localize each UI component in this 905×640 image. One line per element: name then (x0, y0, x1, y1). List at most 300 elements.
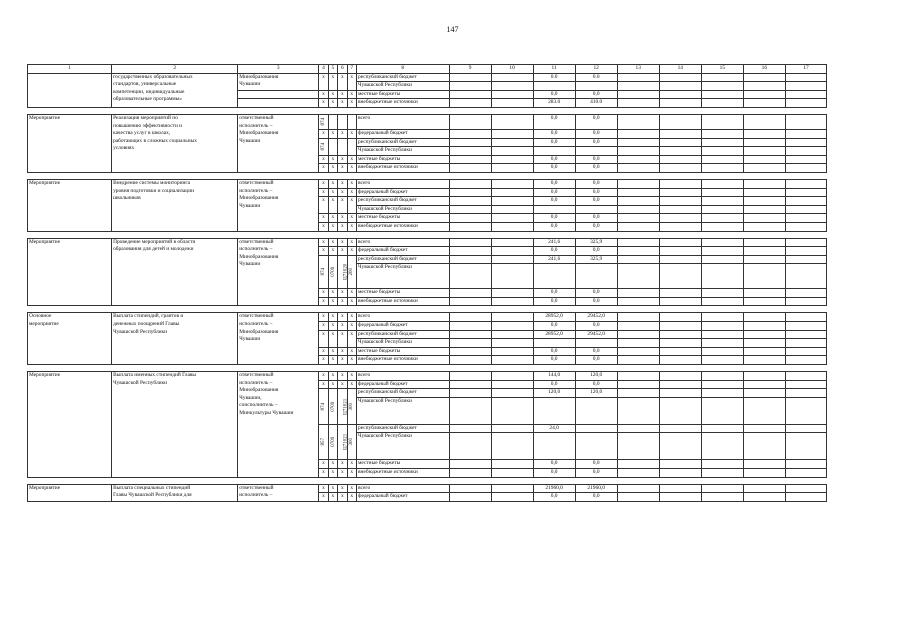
table-cell (449, 297, 491, 306)
table-cell (743, 433, 785, 460)
table-cell (449, 82, 491, 91)
table-cell: федеральный бюджет (357, 322, 450, 331)
table-row (28, 313, 827, 322)
row-executor: ответственный исполнитель – Минобразования Чувашии (238, 313, 319, 365)
na-mark: x (338, 372, 347, 381)
table-cell (743, 114, 785, 129)
table-cell: федеральный бюджет (357, 247, 450, 256)
amount-cell: 325,9 (575, 255, 617, 264)
table-cell (617, 164, 659, 173)
amount-cell: 325,9 (575, 238, 617, 247)
table-cell (659, 347, 701, 356)
table-cell (785, 424, 826, 433)
table-cell (743, 297, 785, 306)
table-cell (785, 460, 826, 469)
page-number: 147 (446, 25, 459, 34)
amount-cell: 0,0 (575, 297, 617, 306)
table-cell (659, 380, 701, 389)
row-executor: ответственный исполнитель – Минобразования Чувашии (238, 179, 319, 231)
na-mark: x (347, 330, 356, 347)
budget-code: 300 (347, 389, 356, 425)
amount-cell: 0,0 (533, 356, 575, 365)
table-cell (491, 179, 533, 188)
table-cell: федеральный бюджет (357, 493, 450, 502)
table-cell (659, 255, 701, 264)
na-mark: x (338, 90, 347, 99)
col-header: 11 (533, 65, 575, 74)
table-cell (701, 322, 743, 331)
na-mark: x (328, 188, 337, 197)
table-cell (701, 82, 743, 91)
amount-cell: 0,0 (533, 289, 575, 298)
table-cell: Чувашской Республики (357, 205, 450, 214)
na-mark: x (338, 330, 347, 347)
table-cell (449, 313, 491, 322)
table-cell: внебюджетные источники (357, 356, 450, 365)
table-cell (328, 138, 337, 155)
table-cell: республиканский бюджет (357, 424, 450, 433)
table-cell (449, 339, 491, 348)
table-cell (575, 82, 617, 91)
table-cell (617, 82, 659, 91)
table-cell (743, 322, 785, 331)
na-mark: x (347, 164, 356, 173)
table-cell (785, 222, 826, 231)
table-cell (701, 99, 743, 108)
na-mark: x (319, 460, 328, 469)
col-header: 13 (617, 65, 659, 74)
na-mark: x (338, 380, 347, 389)
amount-cell: 0,0 (575, 222, 617, 231)
table-cell (617, 330, 659, 339)
na-mark: x (338, 155, 347, 164)
table-row (28, 114, 827, 129)
table-cell (743, 339, 785, 348)
table-cell (785, 164, 826, 173)
col-header: 12 (575, 65, 617, 74)
na-mark: x (338, 214, 347, 223)
na-mark: x (328, 330, 337, 347)
row-title: Проведение мероприятий в области образования для детей и молодежи (112, 238, 238, 306)
table-cell (575, 424, 617, 433)
table-cell (491, 255, 533, 264)
table-cell (659, 397, 701, 424)
na-mark: x (328, 289, 337, 298)
table-cell (491, 147, 533, 156)
row-title: Выплата стипендий, грантов и денежных поощрений Главы Чувашской Республики (112, 313, 238, 365)
table-cell (743, 155, 785, 164)
table-cell (701, 214, 743, 223)
table-cell (617, 322, 659, 331)
amount-cell: 24,0 (533, 424, 575, 433)
table-cell: Чувашской Республики (357, 339, 450, 348)
na-mark: x (338, 164, 347, 173)
amount-cell: 144,0 (533, 372, 575, 381)
na-mark: x (319, 214, 328, 223)
table-cell (785, 155, 826, 164)
table-cell (533, 433, 575, 460)
na-mark: x (338, 179, 347, 188)
na-mark: x (319, 179, 328, 188)
na-mark: x (319, 493, 328, 502)
table-cell (347, 114, 356, 129)
table-cell (743, 214, 785, 223)
row-executor: Минобразования Чувашии (238, 73, 319, 90)
na-mark: x (328, 380, 337, 389)
col-header: 15 (701, 65, 743, 74)
row-title: Внедрение системы мониторинга уровня подготовки и социализации школьников (112, 179, 238, 231)
na-mark: x (338, 73, 347, 90)
table-row (28, 73, 827, 82)
table-cell (659, 73, 701, 82)
table-cell (449, 356, 491, 365)
amount-cell: 29452,0 (575, 313, 617, 322)
na-mark: x (347, 188, 356, 197)
table-cell (701, 129, 743, 138)
budget-code: 200 (347, 255, 356, 289)
table-cell (743, 99, 785, 108)
table-cell (659, 330, 701, 339)
table-cell (659, 372, 701, 381)
table-cell (785, 322, 826, 331)
table-cell (28, 231, 827, 238)
na-mark: x (328, 164, 337, 173)
na-mark: x (347, 197, 356, 214)
table-cell (449, 380, 491, 389)
amount-cell: 0,0 (533, 90, 575, 99)
table-cell (449, 433, 491, 460)
amount-cell: 0,0 (575, 460, 617, 469)
amount-cell: 0,0 (575, 214, 617, 223)
na-mark: x (347, 469, 356, 478)
table-cell: внебюджетные источники (357, 469, 450, 478)
table-cell (449, 205, 491, 214)
table-cell (491, 188, 533, 197)
na-mark: x (328, 460, 337, 469)
table-cell (491, 469, 533, 478)
table-cell (491, 460, 533, 469)
na-mark: x (328, 322, 337, 331)
table-cell (701, 114, 743, 129)
col-header: 7 (347, 65, 356, 74)
table-cell (491, 264, 533, 289)
na-mark: x (347, 347, 356, 356)
row-separator (28, 365, 827, 372)
na-mark: x (347, 460, 356, 469)
amount-cell: 120,0 (533, 389, 575, 398)
row-separator (28, 477, 827, 484)
table-cell (659, 484, 701, 493)
amount-cell: 0,0 (575, 129, 617, 138)
na-mark: x (319, 380, 328, 389)
table-cell: внебюджетные источники (357, 222, 450, 231)
amount-cell: 21960,0 (533, 484, 575, 493)
table-cell (617, 90, 659, 99)
table-cell (701, 90, 743, 99)
table-cell: Чувашской Республики (357, 82, 450, 91)
table-cell: местные бюджеты (357, 289, 450, 298)
table-cell (701, 389, 743, 398)
na-mark: x (319, 99, 328, 108)
table-cell: республиканский бюджет (357, 255, 450, 264)
table-cell (785, 433, 826, 460)
amount-cell: 0,0 (575, 188, 617, 197)
na-mark: x (338, 238, 347, 247)
table-cell (659, 433, 701, 460)
table-cell (785, 90, 826, 99)
table-cell (491, 129, 533, 138)
budget-code: Ц71021 (338, 389, 347, 425)
amount-cell: 0,0 (575, 322, 617, 331)
na-mark: x (328, 238, 337, 247)
table-cell (491, 397, 533, 424)
na-mark: x (319, 347, 328, 356)
na-mark: x (347, 222, 356, 231)
table-cell (617, 138, 659, 147)
row-separator (28, 107, 827, 114)
table-cell (701, 433, 743, 460)
col-header: 1 (28, 65, 112, 74)
na-mark: x (328, 469, 337, 478)
table-cell (491, 205, 533, 214)
table-cell (491, 493, 533, 502)
na-mark: x (319, 197, 328, 214)
table-cell (449, 289, 491, 298)
table-cell (785, 179, 826, 188)
table-cell (491, 339, 533, 348)
table-cell: местные бюджеты (357, 460, 450, 469)
table-cell (785, 484, 826, 493)
table-cell (491, 222, 533, 231)
table-cell (659, 247, 701, 256)
na-mark: x (319, 238, 328, 247)
row-separator (28, 231, 827, 238)
table-cell (449, 99, 491, 108)
table-cell (617, 222, 659, 231)
table-cell (743, 347, 785, 356)
table-cell (785, 372, 826, 381)
table-cell: республиканский бюджет (357, 197, 450, 206)
table-cell (785, 493, 826, 502)
na-mark: x (338, 460, 347, 469)
table-cell (449, 114, 491, 129)
table-cell (659, 313, 701, 322)
table-cell (701, 264, 743, 289)
table-cell (347, 138, 356, 155)
table-cell (743, 129, 785, 138)
table-cell (659, 297, 701, 306)
table-cell (617, 460, 659, 469)
amount-cell: 0,0 (575, 138, 617, 147)
table-cell (785, 205, 826, 214)
table-cell (449, 424, 491, 433)
row-title: Выплата специальных стипендий Главы Чувашской Республики для (112, 484, 238, 501)
table-cell (449, 138, 491, 147)
table-cell (449, 347, 491, 356)
budget-code: 874 (319, 255, 328, 289)
table-cell (449, 155, 491, 164)
na-mark: x (338, 484, 347, 493)
table-row (28, 238, 827, 247)
table-cell (617, 114, 659, 129)
na-mark: x (347, 313, 356, 322)
row-type: Основное мероприятие (28, 313, 112, 365)
table-cell (701, 155, 743, 164)
table-cell (449, 255, 491, 264)
table-cell: федеральный бюджет (357, 188, 450, 197)
table-cell (617, 179, 659, 188)
amount-cell: 283.0 (533, 99, 575, 108)
table-cell (785, 264, 826, 289)
row-type (28, 73, 112, 107)
table-cell (491, 484, 533, 493)
table-cell (449, 147, 491, 156)
na-mark: x (319, 356, 328, 365)
table-cell (701, 484, 743, 493)
amount-cell: 0.0 (575, 73, 617, 82)
table-cell (449, 484, 491, 493)
table-cell (575, 205, 617, 214)
table-cell (659, 389, 701, 398)
table-cell (701, 330, 743, 339)
table-cell (449, 322, 491, 331)
col-header: 5 (328, 65, 337, 74)
table-cell (449, 164, 491, 173)
amount-cell: 120,0 (575, 389, 617, 398)
row-executor: ответственный исполнитель – Минобразования Чувашии (238, 238, 319, 306)
col-header: 3 (238, 65, 319, 74)
row-executor: ответственный исполнитель – (238, 484, 319, 501)
table-cell (533, 205, 575, 214)
table-cell (659, 197, 701, 206)
table-cell (491, 138, 533, 147)
na-mark: x (347, 73, 356, 90)
table-cell (659, 238, 701, 247)
table-cell (617, 289, 659, 298)
na-mark: x (347, 322, 356, 331)
na-mark: x (347, 372, 356, 381)
table-cell (743, 469, 785, 478)
table-cell (617, 484, 659, 493)
table-cell (785, 247, 826, 256)
table-cell (659, 99, 701, 108)
row-executor: ответственный исполнитель – Минобразования Чувашии, соисполнитель – Минкультуры Чувашии (238, 372, 319, 478)
table-cell (449, 372, 491, 381)
table-cell (701, 247, 743, 256)
table-cell (449, 197, 491, 206)
table-cell (491, 155, 533, 164)
table-cell (491, 389, 533, 398)
table-cell (701, 255, 743, 264)
amount-cell: 0,0 (533, 179, 575, 188)
col-header: 8 (357, 65, 450, 74)
na-mark: x (347, 289, 356, 298)
table-cell (785, 356, 826, 365)
na-mark: x (328, 372, 337, 381)
row-title: Выплата именных стипендий Главы Чувашской Республики (112, 372, 238, 478)
na-mark: x (319, 155, 328, 164)
table-cell: республиканский бюджет (357, 389, 450, 398)
table-cell (338, 138, 347, 155)
na-mark: x (319, 90, 328, 99)
table-cell (743, 484, 785, 493)
table-cell (449, 264, 491, 289)
table-cell (785, 255, 826, 264)
budget-code: 874 (319, 114, 328, 129)
na-mark: x (319, 164, 328, 173)
table-cell (701, 73, 743, 82)
row-type: Мероприятие (28, 372, 112, 478)
table-cell (743, 397, 785, 424)
table-cell (491, 90, 533, 99)
na-mark: x (338, 222, 347, 231)
table-cell (701, 297, 743, 306)
table-cell (491, 297, 533, 306)
table-cell (743, 222, 785, 231)
table-cell: федеральный бюджет (357, 380, 450, 389)
table-cell (743, 90, 785, 99)
table-cell (533, 264, 575, 289)
amount-cell: 410.0 (575, 99, 617, 108)
amount-cell: 0,0 (533, 460, 575, 469)
table-cell (617, 197, 659, 206)
table-cell (659, 188, 701, 197)
budget-code: 0709 (328, 255, 337, 289)
table-cell (449, 90, 491, 99)
na-mark: x (319, 129, 328, 138)
table-cell (575, 147, 617, 156)
table-cell (701, 138, 743, 147)
table-cell (449, 238, 491, 247)
budget-code: 874 (319, 138, 328, 155)
amount-cell: 0.0 (533, 73, 575, 82)
table-cell (617, 339, 659, 348)
table-cell: всего (357, 484, 450, 493)
table-cell (743, 82, 785, 91)
table-cell (743, 164, 785, 173)
table-cell (743, 380, 785, 389)
table-cell: всего (357, 313, 450, 322)
table-cell (743, 372, 785, 381)
table-cell (575, 397, 617, 424)
table-cell (701, 289, 743, 298)
table-cell (491, 372, 533, 381)
na-mark: x (328, 155, 337, 164)
na-mark: x (338, 493, 347, 502)
na-mark: x (338, 99, 347, 108)
table-cell (701, 188, 743, 197)
table-cell (659, 460, 701, 469)
table-cell (449, 247, 491, 256)
na-mark: x (338, 322, 347, 331)
na-mark: x (328, 99, 337, 108)
row-separator (28, 172, 827, 179)
na-mark: x (319, 188, 328, 197)
table-cell (659, 469, 701, 478)
table-cell (28, 107, 827, 114)
table-cell (617, 313, 659, 322)
table-cell (701, 424, 743, 433)
table-cell (785, 114, 826, 129)
table-cell (491, 424, 533, 433)
na-mark: x (319, 322, 328, 331)
table-cell (659, 155, 701, 164)
table-cell (659, 493, 701, 502)
table-cell (491, 433, 533, 460)
row-executor: ответственный исполнитель – Минобразования Чувашии (238, 114, 319, 172)
table-cell (743, 330, 785, 339)
table-cell (701, 339, 743, 348)
